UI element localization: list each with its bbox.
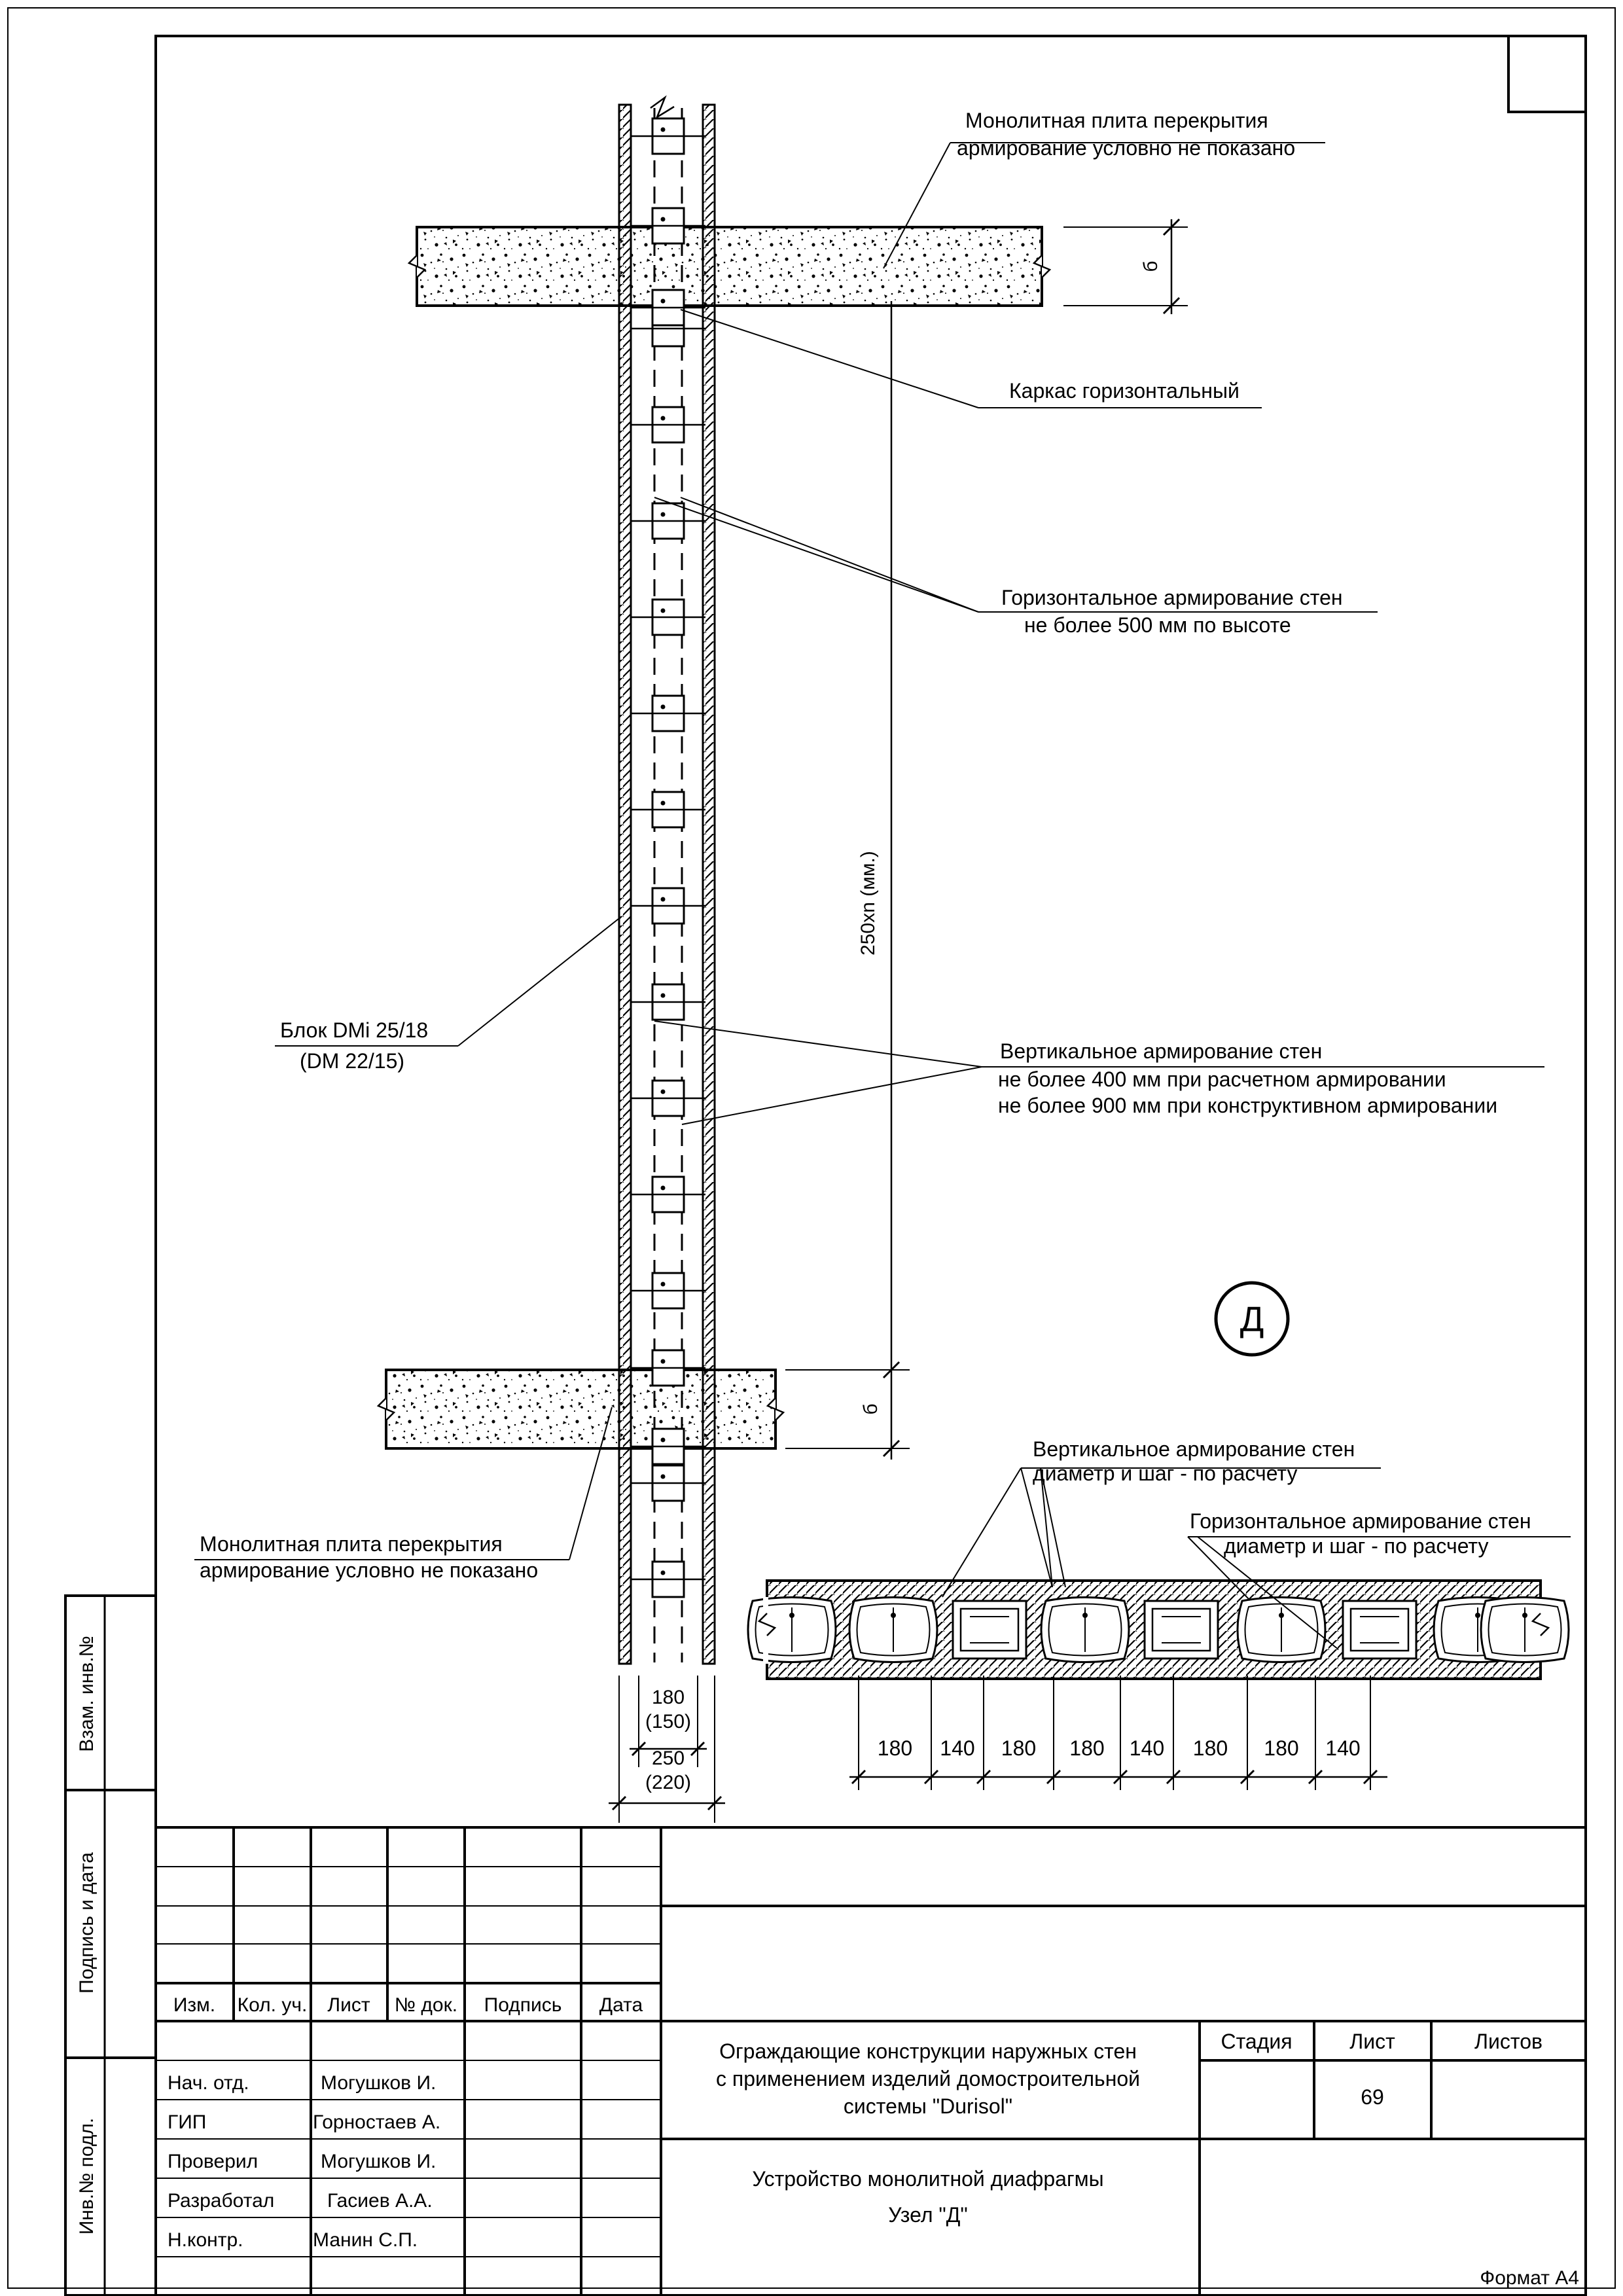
plan-spacing-label: 140 — [940, 1736, 975, 1760]
name-nach-otd: Могушков И. — [321, 2072, 437, 2094]
plan-horizontal-label: Горизонтальное армирование стен — [1190, 1509, 1531, 1533]
revision-headers — [173, 1994, 643, 2016]
plan-block-cell — [1238, 1598, 1325, 1662]
inv-podl-label: Инв.№ подл. — [76, 2117, 98, 2235]
block-alt-label: (DM 22/15) — [300, 1049, 405, 1073]
plan-cells — [748, 1598, 1569, 1662]
plan-horizontal-note: диаметр и шаг - по расчету — [1224, 1534, 1489, 1558]
horizontal-reinf-label: Горизонтальное армирование стен — [1001, 586, 1343, 609]
plan-spacing-label: 140 — [1129, 1736, 1165, 1760]
slab-top-thickness: б — [1140, 260, 1162, 272]
plan-spacing-label: 180 — [1264, 1736, 1299, 1760]
role-proveril: Проверил — [168, 2151, 259, 2172]
name-razrabotal: Гасиев А.А. — [327, 2190, 433, 2212]
header-kol-uch: Кол. уч. — [237, 1994, 308, 2016]
plan-block-cell — [1481, 1598, 1569, 1662]
horizontal-rebar-mark — [631, 503, 705, 539]
corner-stamp-box — [1508, 36, 1586, 112]
plan-vertical-note: диаметр и шаг - по расчету — [1033, 1462, 1298, 1485]
horizontal-rebar-mark — [631, 792, 705, 827]
horizontal-rebar-mark — [631, 888, 705, 924]
wall-inner-dim-alt: (150) — [645, 1711, 692, 1732]
bottom-slab — [386, 1370, 776, 1448]
plan-dimension-chain — [849, 1676, 1387, 1790]
header-list: Лист — [327, 1994, 370, 2016]
project-title-3: системы "Durisol" — [843, 2094, 1013, 2118]
plan-block-cell — [748, 1598, 836, 1662]
vzam-inv-label: Взам. инв.№ — [76, 1636, 98, 1752]
vertical-reinf-note-2: не более 900 мм при конструктивном армировании — [998, 1094, 1498, 1117]
horizontal-cage-label: Каркас горизонтальный — [1009, 379, 1240, 403]
horizontal-rebar-mark — [631, 1081, 705, 1116]
side-stamp — [65, 1596, 156, 2295]
drawing-frame — [156, 36, 1586, 2295]
header-podpis: Подпись — [484, 1994, 562, 2016]
podpis-data-label: Подпись и дата — [76, 1852, 98, 1994]
horizontal-rebar-mark — [631, 407, 705, 442]
plan-vertical-label: Вертикальное армирование стен — [1033, 1437, 1355, 1461]
horizontal-rebar-mark — [631, 696, 705, 731]
bottom-slab-note: армирование условно не показано — [200, 1558, 539, 1582]
signature-table — [168, 2072, 440, 2251]
sheet-trim-border — [8, 8, 1615, 2288]
sheets-label: Листов — [1474, 2030, 1543, 2053]
node-label: Д — [1240, 1300, 1264, 1339]
sheet-title-2: Узел "Д" — [888, 2203, 968, 2227]
top-slab — [417, 227, 1042, 306]
plan-block-cell — [1343, 1601, 1416, 1659]
sheet-label: Лист — [1349, 2030, 1395, 2053]
vertical-reinf-note-1: не более 400 мм при расчетном армировании — [998, 1067, 1446, 1091]
role-razrabotal: Разработал — [168, 2190, 275, 2212]
horizontal-rebar-mark — [631, 1465, 705, 1501]
horizontal-reinf-note: не более 500 мм по высоте — [1024, 613, 1291, 637]
plan-spacing-label: 180 — [1069, 1736, 1105, 1760]
header-data: Дата — [599, 1994, 643, 2016]
top-slab-note: армирование условно не показано — [957, 136, 1296, 160]
format-label: Формат А4 — [1480, 2267, 1579, 2289]
plan-block-cell — [1041, 1598, 1129, 1662]
plan-block-cell — [849, 1598, 937, 1662]
vertical-reinf-label: Вертикальное армирование стен — [1000, 1039, 1323, 1063]
sheet-title-1: Устройство монолитной диафрагмы — [752, 2167, 1104, 2191]
name-n-kontr: Манин С.П. — [313, 2229, 418, 2251]
plan-spacing-label: 180 — [877, 1736, 913, 1760]
project-title-1: Ограждающие конструкции наружных стен — [719, 2039, 1137, 2063]
header-doc-no: № док. — [394, 1994, 458, 2016]
plan-spacing-label: 180 — [1001, 1736, 1037, 1760]
horizontal-rebar-mark — [631, 1273, 705, 1308]
role-gip: ГИП — [168, 2111, 207, 2133]
wall-section — [378, 98, 1050, 1664]
name-proveril: Могушков И. — [321, 2151, 437, 2172]
role-nach-otd: Нач. отд. — [168, 2072, 249, 2094]
wall-inner-dim: 180 — [651, 1687, 685, 1708]
top-slab-label: Монолитная плита перекрытия — [965, 109, 1268, 132]
plan-spacing-label: 140 — [1325, 1736, 1361, 1760]
horizontal-rebar-mark — [631, 984, 705, 1020]
header-izm: Изм. — [173, 1994, 216, 2016]
plan-block-cell — [1145, 1601, 1218, 1659]
stage-label: Стадия — [1221, 2030, 1293, 2053]
project-title-2: с применением изделий домостроительной — [715, 2067, 1141, 2090]
horizontal-rebar-mark — [631, 600, 705, 635]
plan-block-cell — [953, 1601, 1026, 1659]
role-n-kontr: Н.контр. — [168, 2229, 243, 2251]
bottom-slab-label: Монолитная плита перекрытия — [200, 1532, 503, 1556]
slab-bottom-thickness: б — [860, 1403, 882, 1415]
height-dimension-label: 250xn (мм.) — [857, 851, 879, 956]
horizontal-rebar-mark — [631, 1562, 705, 1597]
plan-spacing-label: 180 — [1192, 1736, 1228, 1760]
sheet-number: 69 — [1361, 2085, 1384, 2109]
block-label: Блок DMi 25/18 — [280, 1018, 429, 1042]
name-gip: Горностаев А. — [313, 2111, 441, 2133]
horizontal-rebar-mark — [631, 1177, 705, 1212]
wall-outer-dim: 250 — [651, 1748, 685, 1769]
wall-plan — [748, 1581, 1569, 1679]
wall-outer-dim-alt: (220) — [645, 1772, 692, 1793]
horizontal-rebar-mark — [631, 118, 705, 154]
